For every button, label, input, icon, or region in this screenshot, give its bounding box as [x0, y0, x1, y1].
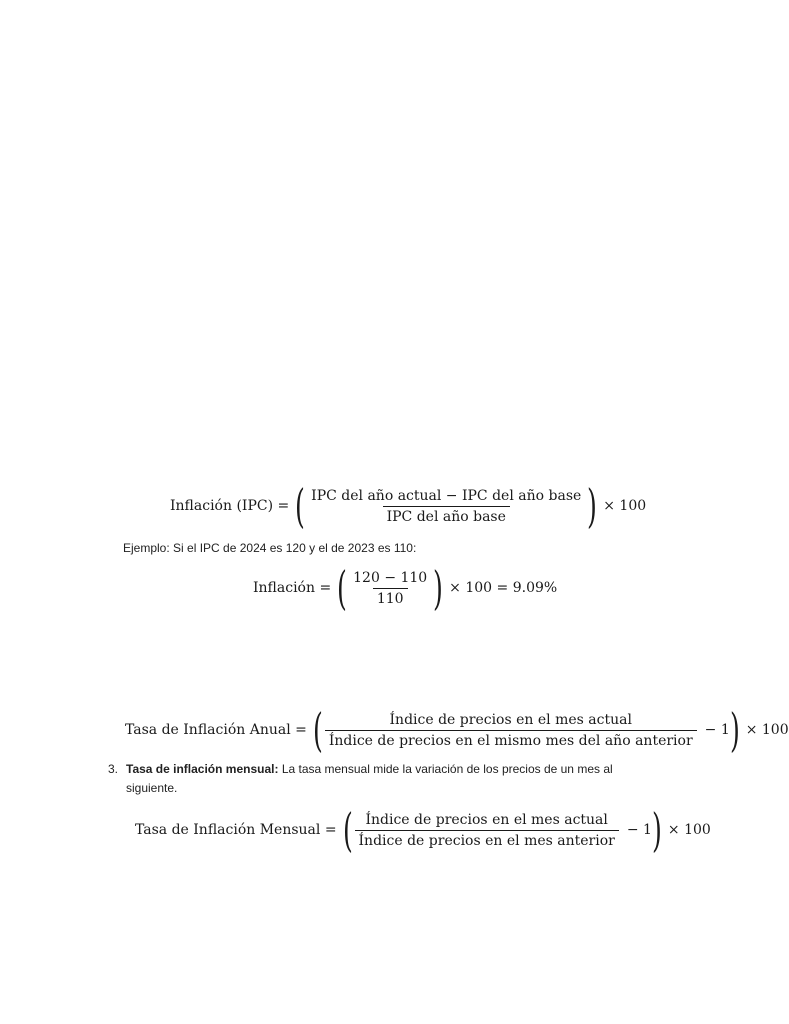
formula-ipc-denominator: IPC del año base: [383, 506, 510, 525]
formula-annual: [125, 703, 789, 757]
formula-monthly-tail: × 100: [667, 822, 711, 838]
formula-annual-fraction: [325, 712, 697, 749]
left-paren: (: [312, 703, 323, 757]
formula-monthly-numerator: Índice de precios en el mes actual: [365, 811, 608, 828]
formula-example-tail: × 100 = 9.09%: [449, 580, 558, 596]
right-paren: ): [651, 803, 662, 857]
example-text: Ejemplo: Si el IPC de 2024 es 120 y el de 2023 es 110:: [123, 541, 417, 555]
formula-annual-minus-one: − 1: [704, 722, 730, 738]
formula-ipc: [170, 479, 647, 533]
formula-monthly: [135, 803, 711, 857]
formula-ipc-fraction: [307, 488, 585, 525]
formula-example-numerator: 120 − 110: [353, 569, 428, 586]
formula-ipc-lhs: Inflación (IPC) =: [170, 498, 290, 514]
left-paren: (: [342, 803, 353, 857]
formula-monthly-denominator: Índice de precios en el mes anterior: [355, 830, 619, 849]
left-paren: (: [295, 479, 306, 533]
formula-monthly-fraction: [355, 812, 619, 849]
formula-annual-denominator: Índice de precios en el mismo mes del año anterior: [325, 730, 697, 749]
right-paren: ): [433, 561, 444, 615]
left-paren: (: [337, 561, 348, 615]
list-item-body-line1: La tasa mensual mide la variación de los precios de un mes al: [278, 762, 613, 776]
right-paren: ): [729, 703, 740, 757]
formula-example: [253, 561, 558, 615]
formula-example-lhs: Inflación =: [253, 580, 332, 596]
formula-ipc-numerator: IPC del año actual − IPC del año base: [311, 487, 582, 504]
formula-annual-tail: × 100: [745, 722, 789, 738]
formula-annual-numerator: Índice de precios en el mes actual: [389, 711, 632, 728]
formula-annual-lhs: Tasa de Inflación Anual =: [125, 722, 307, 738]
formula-monthly-lhs: Tasa de Inflación Mensual =: [135, 822, 337, 838]
list-number: 3.: [108, 762, 119, 776]
formula-example-fraction: [349, 570, 431, 607]
right-paren: ): [587, 479, 598, 533]
formula-ipc-tail: × 100: [603, 498, 647, 514]
list-item-body-line2: siguiente.: [126, 781, 178, 795]
list-item-title: Tasa de inflación mensual:: [126, 762, 279, 776]
formula-monthly-minus-one: − 1: [626, 822, 652, 838]
list-item-monthly-inflation: [126, 760, 626, 798]
formula-example-denominator: 110: [373, 588, 408, 607]
